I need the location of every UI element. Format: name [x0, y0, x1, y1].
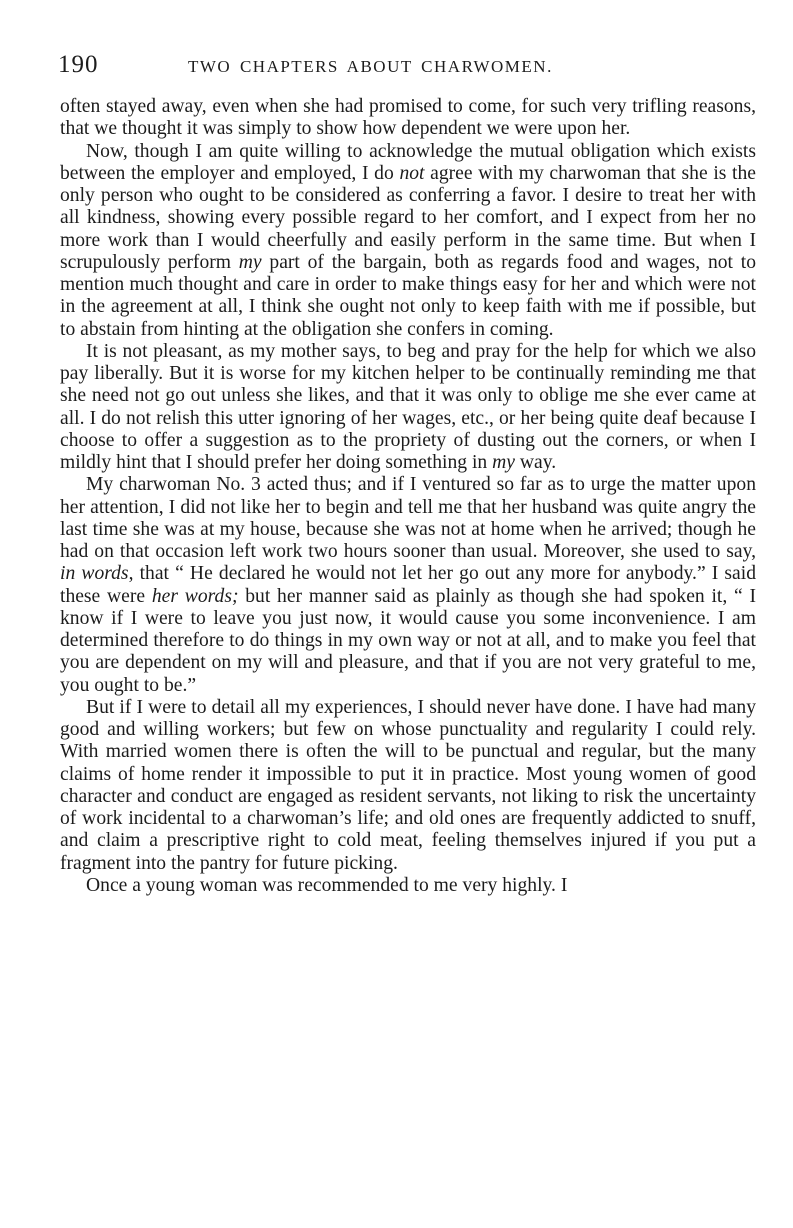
text-run: way. — [514, 452, 557, 473]
text-run: Once a young woman was recommended to me very highly. I — [86, 874, 568, 896]
emphasis-text: in words — [60, 563, 129, 585]
paragraph — [60, 697, 756, 875]
running-title: TWO CHAPTERS ABOUT CHARWOMEN. — [188, 57, 553, 76]
text-run: My charwoman No. 3 acted thus; and if I ventured so far as to urge the matter upon her attention, I did not like her to begin and tell me that her husband was quite angry the last time she was at my house, because she was not at home when he arrived; though he had on that occasion left work two hours sooner than usual. Moreover, she used to say, — [60, 474, 756, 562]
emphasis-text: my — [238, 251, 262, 273]
text-run: agree with my charwoman that she is the only person who ought to be considered as conferring a favor. I desire to treat her with all kindness, showing every possible regard to her comfort, and I expect from her no more work than I would cheerfully and easily perform in the same time. But when I scrupulously perform — [60, 162, 756, 273]
emphasis-text: her words; — [151, 585, 239, 607]
paragraph — [60, 875, 756, 897]
text-run: , that “ He declared he would not let her go out any more for anybody.” I said these were — [60, 563, 756, 607]
text-run: but her manner said as plainly as though she had spoken it, “ I know if I were to leave you just now, it would cause you some inconvenience. I am determined therefore to do things in my own way or not at all, and to make you feel that you are dependent on my will and pleasure, and that if you are not very grateful to me, you ought to be.” — [60, 585, 757, 696]
emphasis-text: not — [399, 162, 425, 184]
text-run: But if I were to detail all my experiences, I should never have done. I have had many good and willing workers; but few on whose punctuality and regularity I could rely. With married women there is often the will to be punctual and regular, but the many claims of home render it impossible to put it in practice. Most young women of good character and conduct are engaged as resident servants, not liking to risk the uncertainty of work incidental to a charwoman’s life; and old ones are frequently addicted to snuff, and claim a prescriptive right to cold meat, feeling themselves injured if you put a fragment into the pantry for future picking. — [60, 696, 756, 874]
page-number: 190 — [58, 51, 99, 78]
text-run: It is not pleasant, as my mother says, to beg and pray for the help for which we also pay liberally. But it is worse for my kitchen helper to be continually reminding me that she need not go out unless she likes, and that it was only to oblige me she ever came at all. I do not relish this utter ignoring of her wages, etc., or her being quite deaf because I choose to offer a suggestion as to the propriety of dusting out the corners, or when I mildly hint that I should prefer her doing something in — [60, 340, 756, 473]
text-run: part of the bargain, both as regards food and wages, not to mention much thought and care in order to make things easy for her and which were not in the agreement at all, I think she ought not only to keep faith with me if possible, but to abstain from hinting at the obligation she confers in coming. — [60, 251, 756, 340]
emphasis-text: my — [492, 452, 515, 473]
text-run: Now, though I am quite willing to acknowledge the mutual obligation which exists between the employer and employed, I do — [60, 140, 756, 184]
body-text — [60, 96, 756, 897]
paragraph — [60, 474, 756, 697]
page-header — [58, 50, 758, 84]
paragraph — [60, 96, 756, 141]
text-run: often stayed away, even when she had promised to come, for such very trifling reasons, that we thought it was simply to show how dependent we were upon her. — [60, 96, 756, 140]
paragraph — [60, 141, 756, 341]
paragraph — [60, 341, 756, 475]
